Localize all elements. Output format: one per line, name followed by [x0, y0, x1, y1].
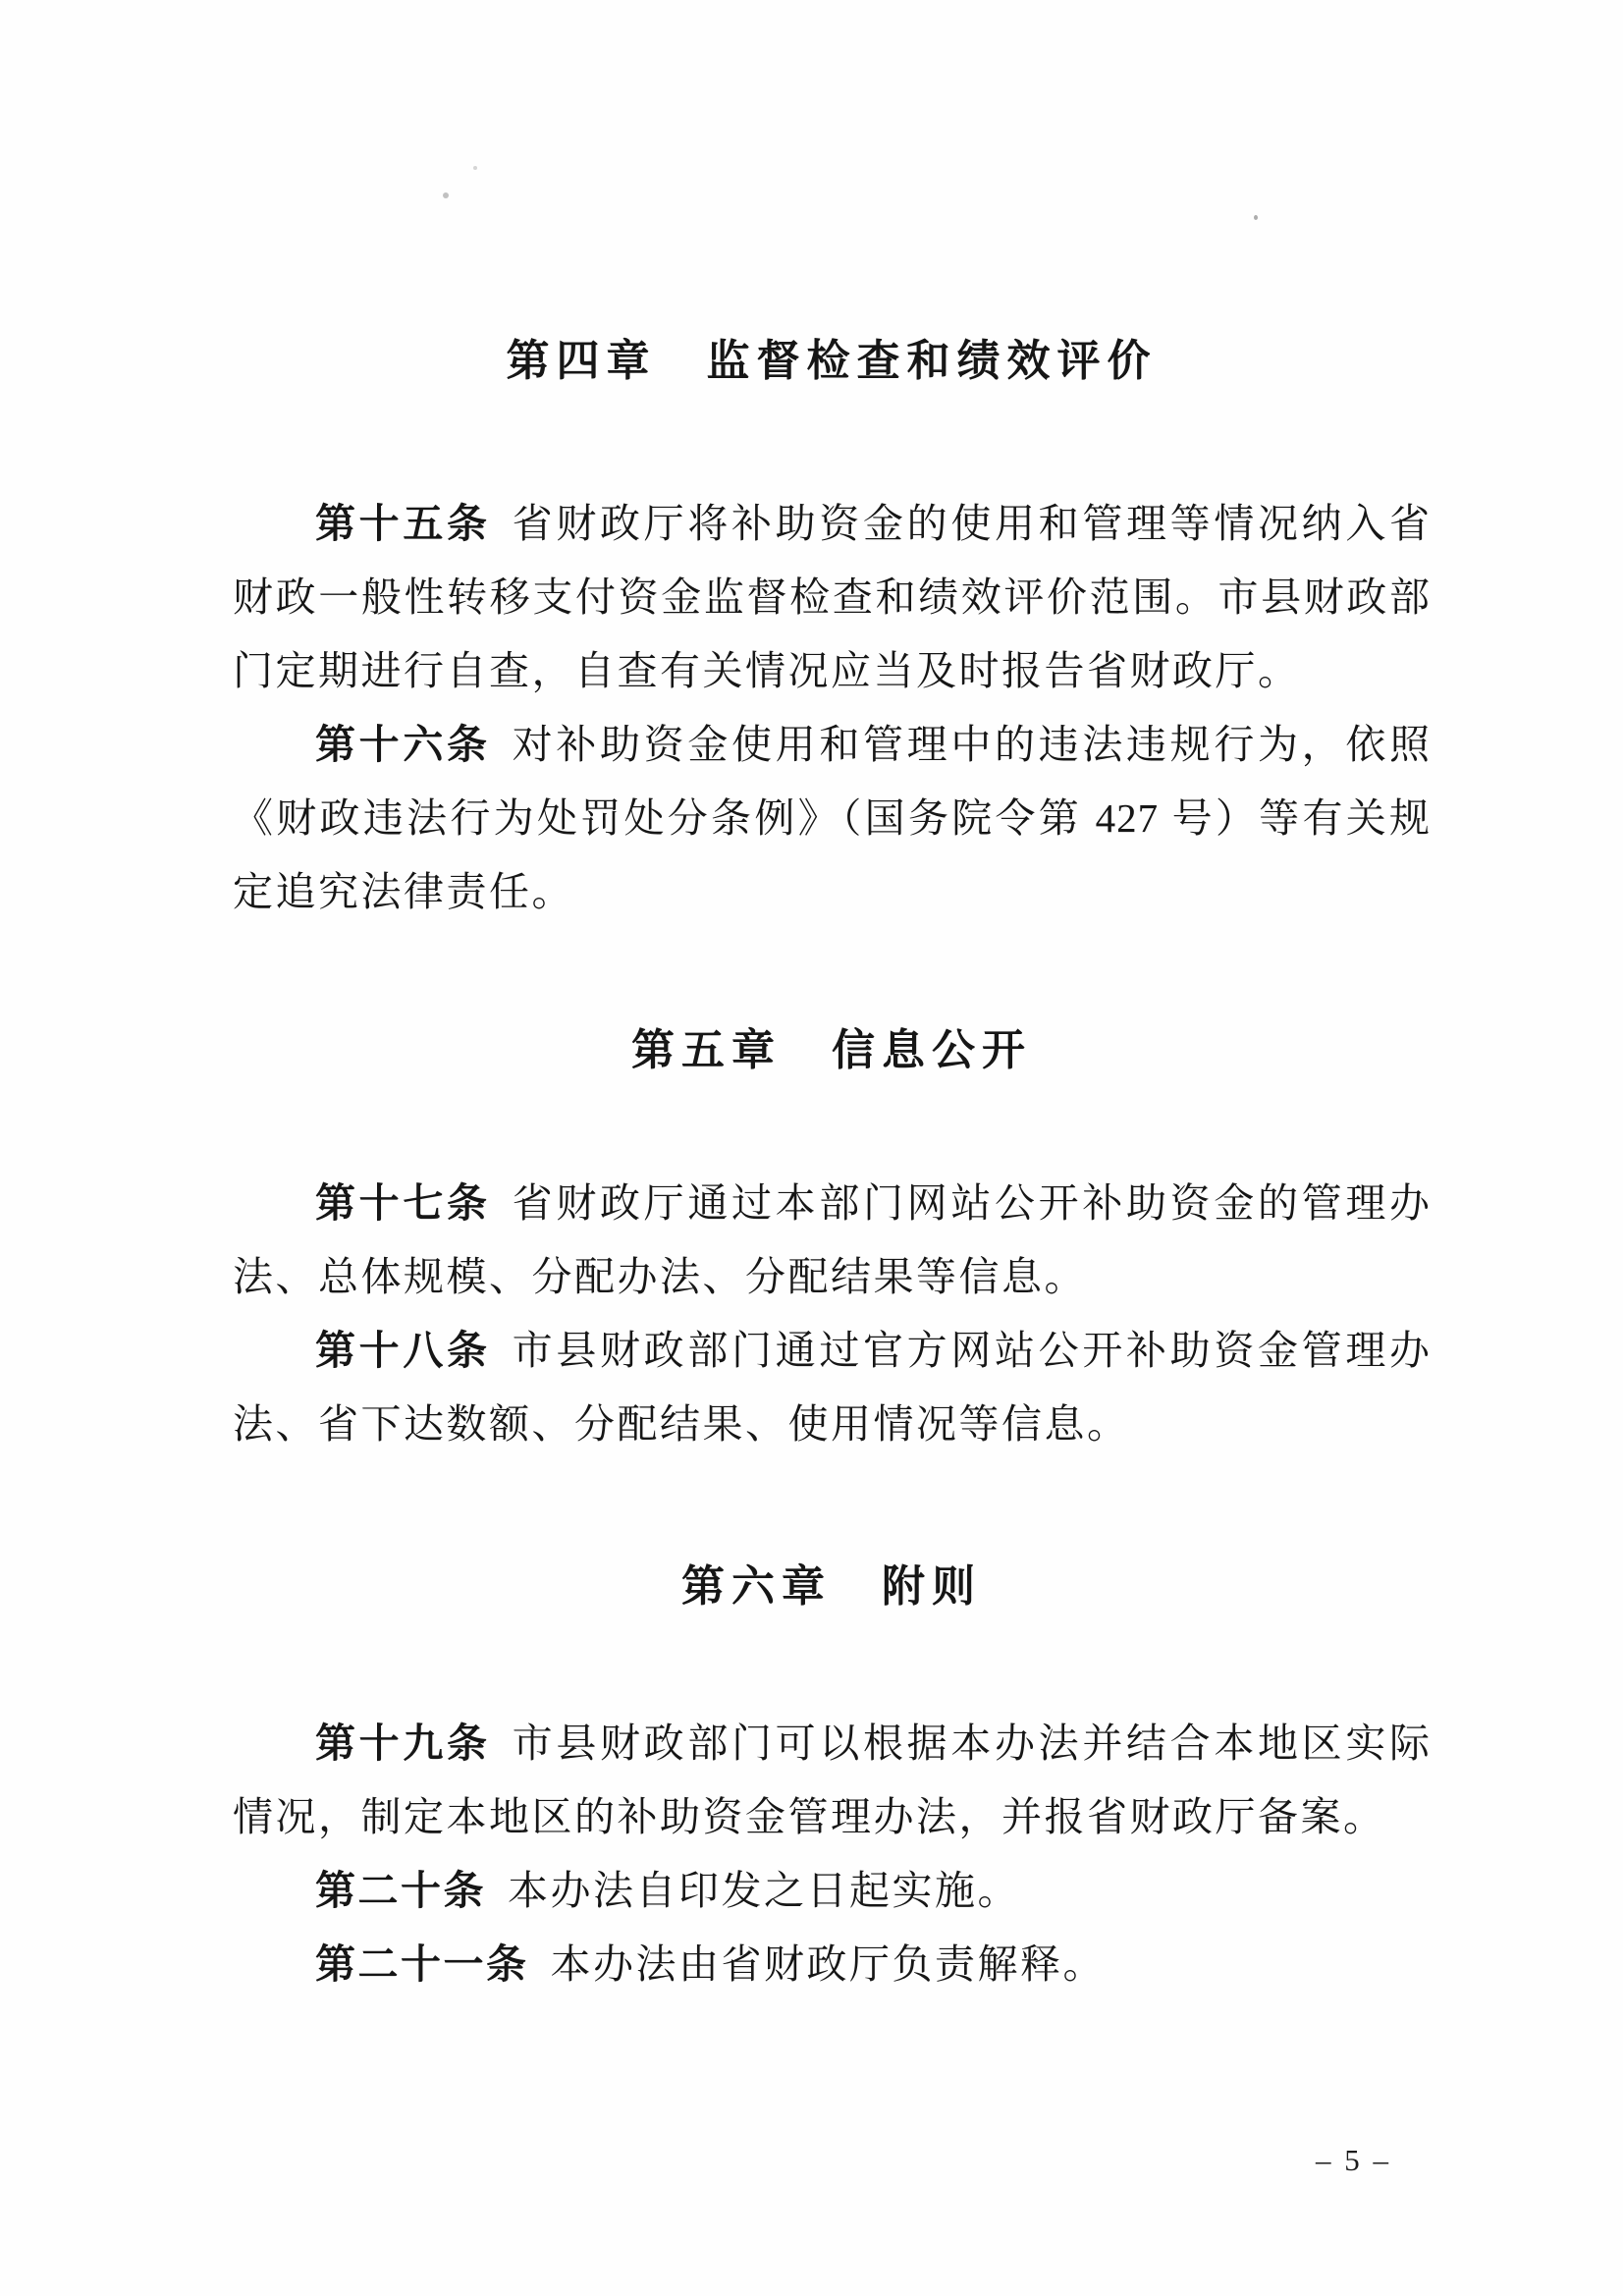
article-17-paragraph — [233, 1167, 1431, 1314]
page-content — [233, 0, 1431, 2001]
line-text: 市县财政部门通过官方网站公开补助资金管理办 — [512, 1328, 1431, 1373]
article-19-paragraph — [233, 1707, 1431, 1854]
article-18-paragraph — [233, 1314, 1431, 1461]
article-18-number: 第十八条 — [315, 1327, 491, 1374]
article-21-number: 第二十一条 — [315, 1941, 529, 1988]
chapter-4-heading: 第四章 监督检查和绩效评价 — [506, 336, 1158, 386]
body-line — [233, 1854, 1431, 1928]
article-20-number: 第二十条 — [315, 1867, 486, 1914]
article-21-paragraph — [233, 1928, 1431, 2001]
line-text: 省财政厅将补助资金的使用和管理等情况纳入省 — [512, 501, 1431, 546]
line-text: 省财政厅通过本部门网站公开补助资金的管理办 — [512, 1180, 1431, 1226]
body-line — [233, 1928, 1431, 2001]
body-line: 法、总体规模、分配办法、分配结果等信息。 — [233, 1254, 1087, 1299]
body-line — [233, 487, 1431, 561]
article-15-number: 第十五条 — [315, 500, 491, 547]
chapter-6-heading: 第六章 附则 — [681, 1561, 982, 1612]
line-text: 市县财政部门可以根据本办法并结合本地区实际 — [512, 1721, 1431, 1766]
page-number: – 5 – — [1316, 2143, 1391, 2177]
line-text: 本办法自印发之日起实施。 — [508, 1868, 1020, 1913]
article-16-number: 第十六条 — [315, 721, 491, 768]
article-19-number: 第十九条 — [315, 1720, 491, 1767]
body-line: 财政一般性转移支付资金监督检查和绩效评价范围。市县财政部 — [233, 574, 1431, 620]
body-line: 定追究法律责任。 — [233, 869, 574, 914]
line-text: 本办法由省财政厅负责解释。 — [550, 1941, 1106, 1987]
article-17-number: 第十七条 — [315, 1179, 491, 1227]
body-line — [233, 1314, 1431, 1388]
article-20-paragraph — [233, 1854, 1431, 1928]
body-line — [233, 708, 1431, 782]
body-line: 情况，制定本地区的补助资金管理办法，并报省财政厅备案。 — [233, 1794, 1386, 1839]
line-text: 对补助资金使用和管理中的违法违规行为，依照 — [512, 722, 1431, 767]
article-15-paragraph — [233, 487, 1431, 708]
body-line — [233, 1707, 1431, 1780]
article-16-paragraph — [233, 708, 1431, 929]
body-line: 门定期进行自查，自查有关情况应当及时报告省财政厅。 — [233, 648, 1301, 693]
body-line — [233, 1167, 1431, 1240]
body-line: 《财政违法行为处罚处分条例》（国务院令第 427 号）等有关规 — [233, 795, 1431, 841]
body-line: 法、省下达数额、分配结果、使用情况等信息。 — [233, 1401, 1130, 1447]
chapter-5-heading: 第五章 信息公开 — [631, 1025, 1032, 1075]
